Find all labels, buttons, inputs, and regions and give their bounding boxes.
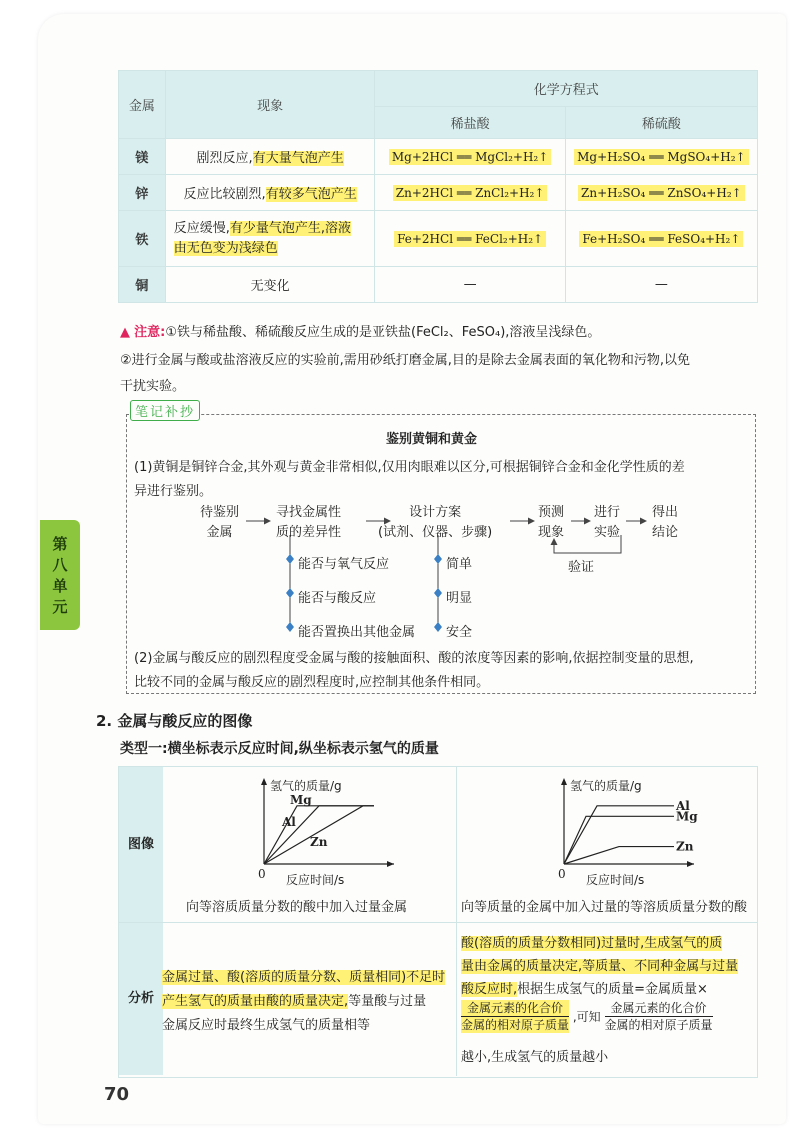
phenomenon-a: 反应缓慢, (173, 220, 230, 236)
x-axis-label: 反应时间/s (286, 873, 345, 887)
h2so4-cell: — (565, 267, 757, 303)
series-label-al: Al (282, 815, 296, 829)
warning-icon: ▲ (120, 325, 130, 340)
row-header-image: 图像 (119, 767, 163, 922)
y-axis-label: 氢气的质量/g (570, 779, 642, 793)
criteria-oxygen: 能否与氧气反应 (298, 557, 390, 572)
hcl-cell (375, 139, 565, 175)
phenomenon-cell (165, 211, 375, 267)
left-analysis-1 (162, 966, 445, 985)
unit-side-tab-label: 第八单元 (52, 535, 68, 616)
flow-step-6 (652, 503, 678, 543)
note-line-1 (120, 321, 600, 340)
h2so4-cell (565, 211, 757, 267)
flow-step-1 (200, 503, 239, 543)
hcl-equation: Fe+2HCl ══ FeCl₂+H₂↑ (394, 231, 546, 247)
diamond-bullet (434, 588, 442, 598)
series-line-al (564, 806, 674, 864)
fraction-right-den: 金属的相对原子质量 (604, 1018, 713, 1032)
phenomenon-cell: 无变化 (165, 267, 375, 303)
h2so4-cell (565, 175, 757, 211)
flow-step-2 (276, 503, 341, 543)
notes-p2-line2: 比较不同的金属与酸反应的剧烈程度时,应控制其他条件相同。 (134, 675, 490, 690)
right-analysis-3-text: 根据生成氢气的质量=金属质量× (517, 982, 708, 997)
phenomenon-a: 反应比较剧烈, (183, 187, 266, 202)
flow-step-2-a: 寻找金属性 (276, 505, 342, 520)
right-analysis-formula (461, 1000, 713, 1033)
hcl-cell: — (375, 267, 565, 303)
diamond-bullet (286, 554, 294, 564)
series-label-zn: Zn (676, 839, 694, 854)
table-row (119, 139, 758, 175)
hcl-equation: Zn+2HCl ══ ZnCl₂+H₂↑ (393, 185, 548, 201)
left-analysis-3: 金属反应时最终生成氢气的质量相等 (162, 1018, 371, 1033)
unit-side-tab (40, 520, 80, 630)
page-number: 70 (104, 1084, 130, 1105)
metal-cell: 锌 (119, 175, 166, 211)
fraction-left (461, 1000, 569, 1033)
col-header-metal: 金属 (119, 71, 166, 139)
col-header-h2so4: 稀硫酸 (565, 107, 757, 139)
design-obvious: 明显 (446, 591, 473, 606)
series-label-mg: Mg (676, 809, 698, 824)
diamond-bullet (434, 622, 442, 632)
chart-right (546, 772, 706, 890)
table-divider (456, 767, 457, 1076)
left-analysis-1-text: 金属过量、酸(溶质的质量分数、质量相同)不足时 (162, 970, 446, 985)
h2so4-equation: Mg+H₂SO₄ ══ MgSO₄+H₂↑ (574, 149, 748, 165)
right-analysis-1 (461, 932, 722, 951)
metal-cell: 铜 (119, 267, 166, 303)
origin-label: 0 (258, 867, 266, 881)
left-analysis-2-text: 等量酸与过量 (348, 994, 427, 1009)
series-label-zn: Zn (310, 835, 328, 849)
criteria-acid: 能否与酸反应 (298, 591, 377, 606)
right-analysis-4: 越小,生成氢气的质量越小 (461, 1050, 609, 1065)
table-divider (119, 922, 757, 923)
note-label: 注意: (134, 325, 166, 340)
phenomenon-a: 剧烈反应, (196, 151, 253, 166)
y-axis-arrow (561, 778, 567, 785)
right-analysis-2 (461, 955, 738, 974)
flow-step-1-a: 待鉴别 (200, 505, 240, 520)
series-line-zn (564, 847, 674, 864)
table-row (119, 211, 758, 267)
metal-cell: 铁 (119, 211, 166, 267)
h2so4-equation: Fe+H₂SO₄ ══ FeSO₄+H₂↑ (579, 231, 743, 247)
reaction-table (118, 70, 758, 303)
fraction-left-den: 金属的相对原子质量 (461, 1018, 570, 1032)
h2so4-equation: Zn+H₂SO₄ ══ ZnSO₄+H₂↑ (578, 185, 745, 201)
metal-cell: 镁 (119, 139, 166, 175)
hcl-cell (375, 211, 565, 267)
phenomenon-c: 由无色变为浅绿色 (173, 240, 278, 256)
table-row (119, 267, 758, 303)
phenomenon-cell (165, 175, 375, 211)
flow-step-3-b: (试剂、仪器、步骤) (378, 525, 493, 540)
phenomenon-cell (165, 139, 375, 175)
hcl-equation: Mg+2HCl ══ MgCl₂+H₂↑ (389, 149, 551, 165)
flow-step-4 (538, 503, 564, 543)
flow-step-5-b: 实验 (594, 525, 621, 540)
fraction-left-num: 金属元素的化合价 (461, 1000, 569, 1017)
phenomenon-b: 有较多气泡产生 (265, 187, 357, 202)
col-header-phenomenon: 现象 (165, 71, 375, 139)
flow-step-1-b: 金属 (206, 525, 233, 540)
y-axis-arrow (261, 778, 267, 785)
col-header-equation: 化学方程式 (375, 71, 758, 107)
col-header-hcl: 稀盐酸 (375, 107, 565, 139)
type1-heading: 类型一:横坐标表示反应时间,纵坐标表示氢气的质量 (120, 741, 439, 757)
note-text-1: ①铁与稀盐酸、稀硫酸反应生成的是亚铁盐(FeCl₂、FeSO₄),溶液呈浅绿色。 (165, 325, 601, 340)
flow-step-4-b: 现象 (538, 525, 565, 540)
flow-verify-label: 验证 (568, 560, 595, 575)
notes-box-label: 笔记补抄 (130, 400, 200, 421)
note-line-2: ②进行金属与酸或盐溶液反应的实验前,需用砂纸打磨金属,目的是除去金属表面的氧化物和污物,以免 (120, 353, 691, 368)
x-axis-label: 反应时间/s (586, 873, 645, 887)
flow-step-3 (378, 503, 492, 543)
fraction-right-num: 金属元素的化合价 (605, 1000, 713, 1017)
flow-step-5 (594, 503, 620, 543)
notes-title: 鉴别黄铜和黄金 (386, 432, 478, 447)
phenomenon-b: 有少量气泡产生,溶液 (229, 220, 352, 236)
series-line-mg (564, 816, 674, 864)
flow-step-4-a: 预测 (538, 505, 565, 520)
flow-step-2-b: 质的差异性 (276, 525, 342, 540)
series-label-al: Al (676, 798, 690, 813)
flow-step-6-a: 得出 (652, 505, 679, 520)
right-caption: 向等质量的金属中加入过量的等溶质质量分数的酸 (461, 900, 748, 915)
design-simple: 简单 (446, 557, 473, 572)
fraction-right (605, 1000, 713, 1033)
left-analysis-2 (162, 990, 426, 1009)
x-axis-arrow (687, 861, 694, 867)
note-line-3: 干扰实验。 (120, 379, 186, 394)
criteria-displace: 能否置换出其他金属 (298, 625, 416, 640)
flow-step-3-a: 设计方案 (409, 505, 462, 520)
h2so4-cell (565, 139, 757, 175)
origin-label: 0 (558, 867, 566, 881)
notes-p1-line1: (1)黄铜是铜锌合金,其外观与黄金非常相似,仅用肉眼难以区分,可根据铜锌合金和金化学性质的差 (134, 460, 685, 475)
y-axis-label: 氢气的质量/g (270, 779, 342, 793)
table-row (119, 175, 758, 211)
left-caption: 向等溶质质量分数的酸中加入过量金属 (186, 900, 408, 915)
hcl-cell (375, 175, 565, 211)
diamond-bullet (286, 588, 294, 598)
diamond-bullet (434, 554, 442, 564)
phenomenon-b: 有大量气泡产生 (252, 151, 344, 166)
chart-left (246, 772, 406, 890)
x-axis-arrow (387, 861, 394, 867)
flow-step-5-a: 进行 (594, 505, 621, 520)
notes-p2-line1: (2)金属与酸反应的剧烈程度受金属与酸的接触面积、酸的浓度等因素的影响,依据控制变量的思想, (134, 651, 694, 666)
left-analysis-2-hl: 产生氢气的质量由酸的质量决定, (162, 994, 349, 1009)
can-know-text: ,可知 (572, 1010, 601, 1024)
flow-step-6-b: 结论 (652, 525, 679, 540)
section-title: 2. 金属与酸反应的图像 (96, 712, 253, 730)
right-analysis-2-text: 量由金属的质量决定,等质量、不同种金属与过量 (461, 959, 739, 974)
notes-p1-line2: 异进行鉴别。 (134, 484, 213, 499)
row-header-analysis: 分析 (119, 923, 163, 1075)
series-label-mg: Mg (290, 793, 312, 807)
diamond-bullet (286, 622, 294, 632)
right-analysis-1-text: 酸(溶质的质量分数相同)过量时,生成氢气的质 (461, 936, 723, 951)
design-safe: 安全 (446, 625, 473, 640)
right-analysis-3-hl: 酸反应时, (461, 982, 518, 997)
right-analysis-3 (461, 978, 708, 997)
